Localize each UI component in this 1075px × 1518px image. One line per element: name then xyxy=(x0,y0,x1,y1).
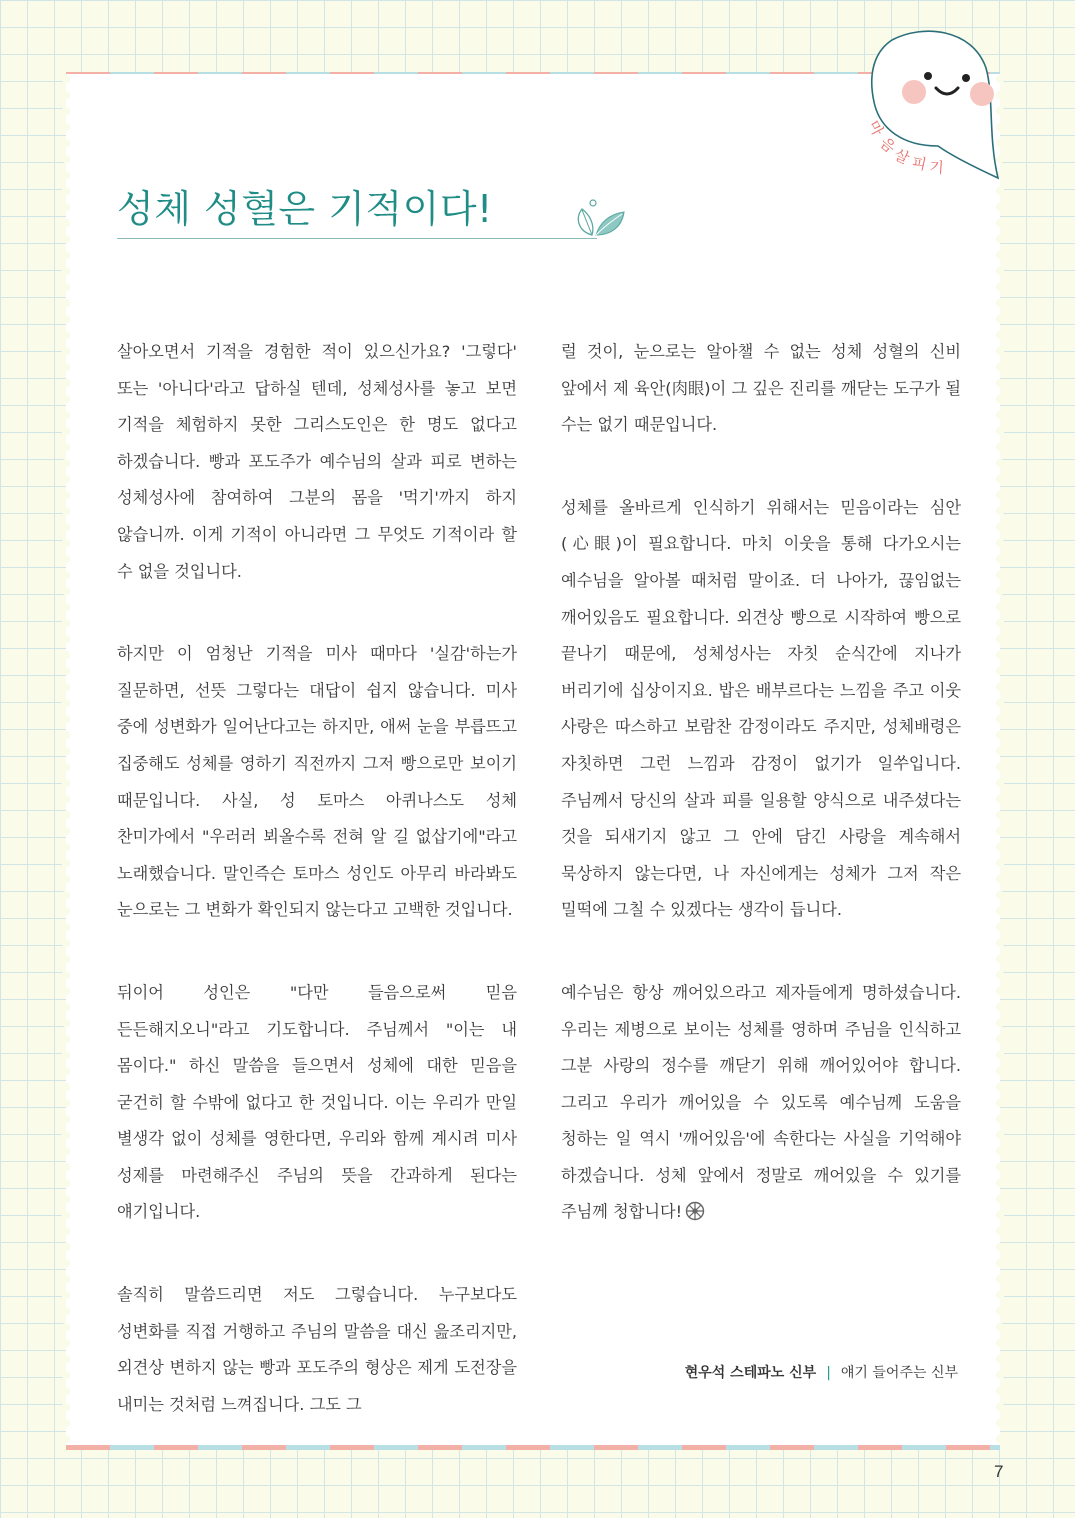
paragraph: 하지만 이 엄청난 기적을 미사 때마다 '실감'하는가 질문하면, 선뜻 그렇다는 대답이 쉽지 않습니다. 미사 중에 성변화가 일어난다고는 하지만, 애써 눈을 부릅뜨고 집중해도 성체를 영하기 직전까지 그저 빵으로만 보이기 때문입니다. 사실, 성 토마스 아퀴나스도 성체 찬미가에서 "우러러 뵈올수록 전혀 알 길 없삽기에"라고 노래했습니다. 말인즉슨 토마스 성인도 아무리 바라봐도 눈으로는 그 변화가 확인되지 않는다고 고백한 것입니다. xyxy=(117,644,517,920)
badge-char-3: 살 xyxy=(891,145,913,168)
badge-char-1: 마 xyxy=(864,117,888,139)
title-underline xyxy=(117,238,597,239)
paragraph-final-text: 예수님은 항상 깨어있으라고 제자들에게 명하셨습니다. 우리는 제병으로 보이는 성체를 영하며 주님을 인식하고 그분 사랑의 정수를 깨닫기 위해 깨어있어야 합니다. 그리고 우리가 깨어있을 수 있도록 예수님께 도움을 청하는 일 역시 '깨어있음'에 속한다는 사실을 기억해야 하겠습니다. 성체 앞에서 정말로 깨어있을 수 있기를 주님께 청합니다! xyxy=(561,982,961,1222)
leaf-icon xyxy=(572,198,628,238)
badge-char-4: 피 xyxy=(910,153,929,174)
right-column xyxy=(561,334,961,1231)
paragraph: 뒤이어 성인은 "다만 들음으로써 믿음 든든해지오니"라고 기도합니다. 주님께서 "이는 내 몸이다." 하신 말씀을 들으면서 성체에 대한 믿음을 굳건히 할 수밖에 없다고 한 것입니다. 이는 우리가 만일 별생각 없이 성체를 영한다면, 우리와 함께 계시려 미사 성제를 마련해주신 주님의 뜻을 간과하게 된다는 얘기입니다. xyxy=(117,982,517,1222)
paragraph: 살아오면서 기적을 경험한 적이 있으신가요? '그렇다' 또는 '아니다'라고 답하실 텐데, 성체성사를 놓고 보면 기적을 체험하지 못한 그리스도인은 한 명도 없다고 하겠습니다. 빵과 포도주가 예수님의 살과 피로 변하는 성체성사에 참여하여 그분의 몸을 '먹기'까지 하지 않습니까. 이게 기적이 아니라면 그 무엇도 기적이라 할 수 없을 것입니다. xyxy=(117,342,517,581)
page-number: 7 xyxy=(994,1462,1004,1481)
paragraph: 럴 것이, 눈으로는 알아챌 수 없는 성체 성혈의 신비 앞에서 제 육안(肉眼)이 그 깊은 진리를 깨닫는 도구가 될 수는 없기 때문입니다. xyxy=(561,342,961,435)
badge-char-2: 음 xyxy=(876,133,900,157)
author-separator: | xyxy=(826,1365,831,1381)
page-title: 성체 성혈은 기적이다! xyxy=(117,187,493,231)
smiling-speech-bubble-icon xyxy=(860,26,1010,186)
bottom-tape-border xyxy=(66,1445,1000,1450)
section-badge xyxy=(860,26,1010,190)
author-role: 얘기 들어주는 신부 xyxy=(840,1365,958,1381)
paragraph-final xyxy=(561,975,961,1231)
paper-edge-right xyxy=(995,74,1005,1446)
paragraph: 솔직히 말씀드리면 저도 그렇습니다. 누구보다도 성변화를 직접 거행하고 주님의 말씀을 대신 읊조리지만, 외견상 변하지 않는 빵과 포도주의 형상은 제게 도전장을 내미는 것처럼 느껴집니다. 그도 그 xyxy=(117,1285,517,1414)
left-column xyxy=(117,334,517,1423)
author-name: 현우석 스테파노 신부 xyxy=(684,1365,817,1381)
paper-edge-left xyxy=(61,74,71,1446)
wheel-icon xyxy=(685,1201,705,1221)
paragraph: 성체를 올바르게 인식하기 위해서는 믿음이라는 심안(心眼)이 필요합니다. 마치 이웃을 통해 다가오시는 예수님을 알아볼 때처럼 말이죠. 더 나아가, 끊임없는 깨어있음도 필요합니다. 외견상 빵으로 시작하여 빵으로 끝나기 때문에, 성체성사는 자칫 순식간에 지나가 버리기에 십상이지요. 밥은 배부르다는 느낌을 주고 이웃 사랑은 따스하고 보람찬 감정이라도 주지만, 성체배령은 자칫하면 그런 느낌과 감정이 없기가 일쑤입니다. 주님께서 당신의 살과 피를 일용할 양식으로 내주셨다는 것을 되새기지 않고 그 안에 담긴 사랑을 계속해서 묵상하지 않는다면, 나 자신에게는 성체가 그저 작은 밀떡에 그칠 수 있겠다는 생각이 듭니다. xyxy=(561,497,961,920)
badge-char-5: 기 xyxy=(928,158,945,178)
author-credit xyxy=(685,1362,958,1382)
